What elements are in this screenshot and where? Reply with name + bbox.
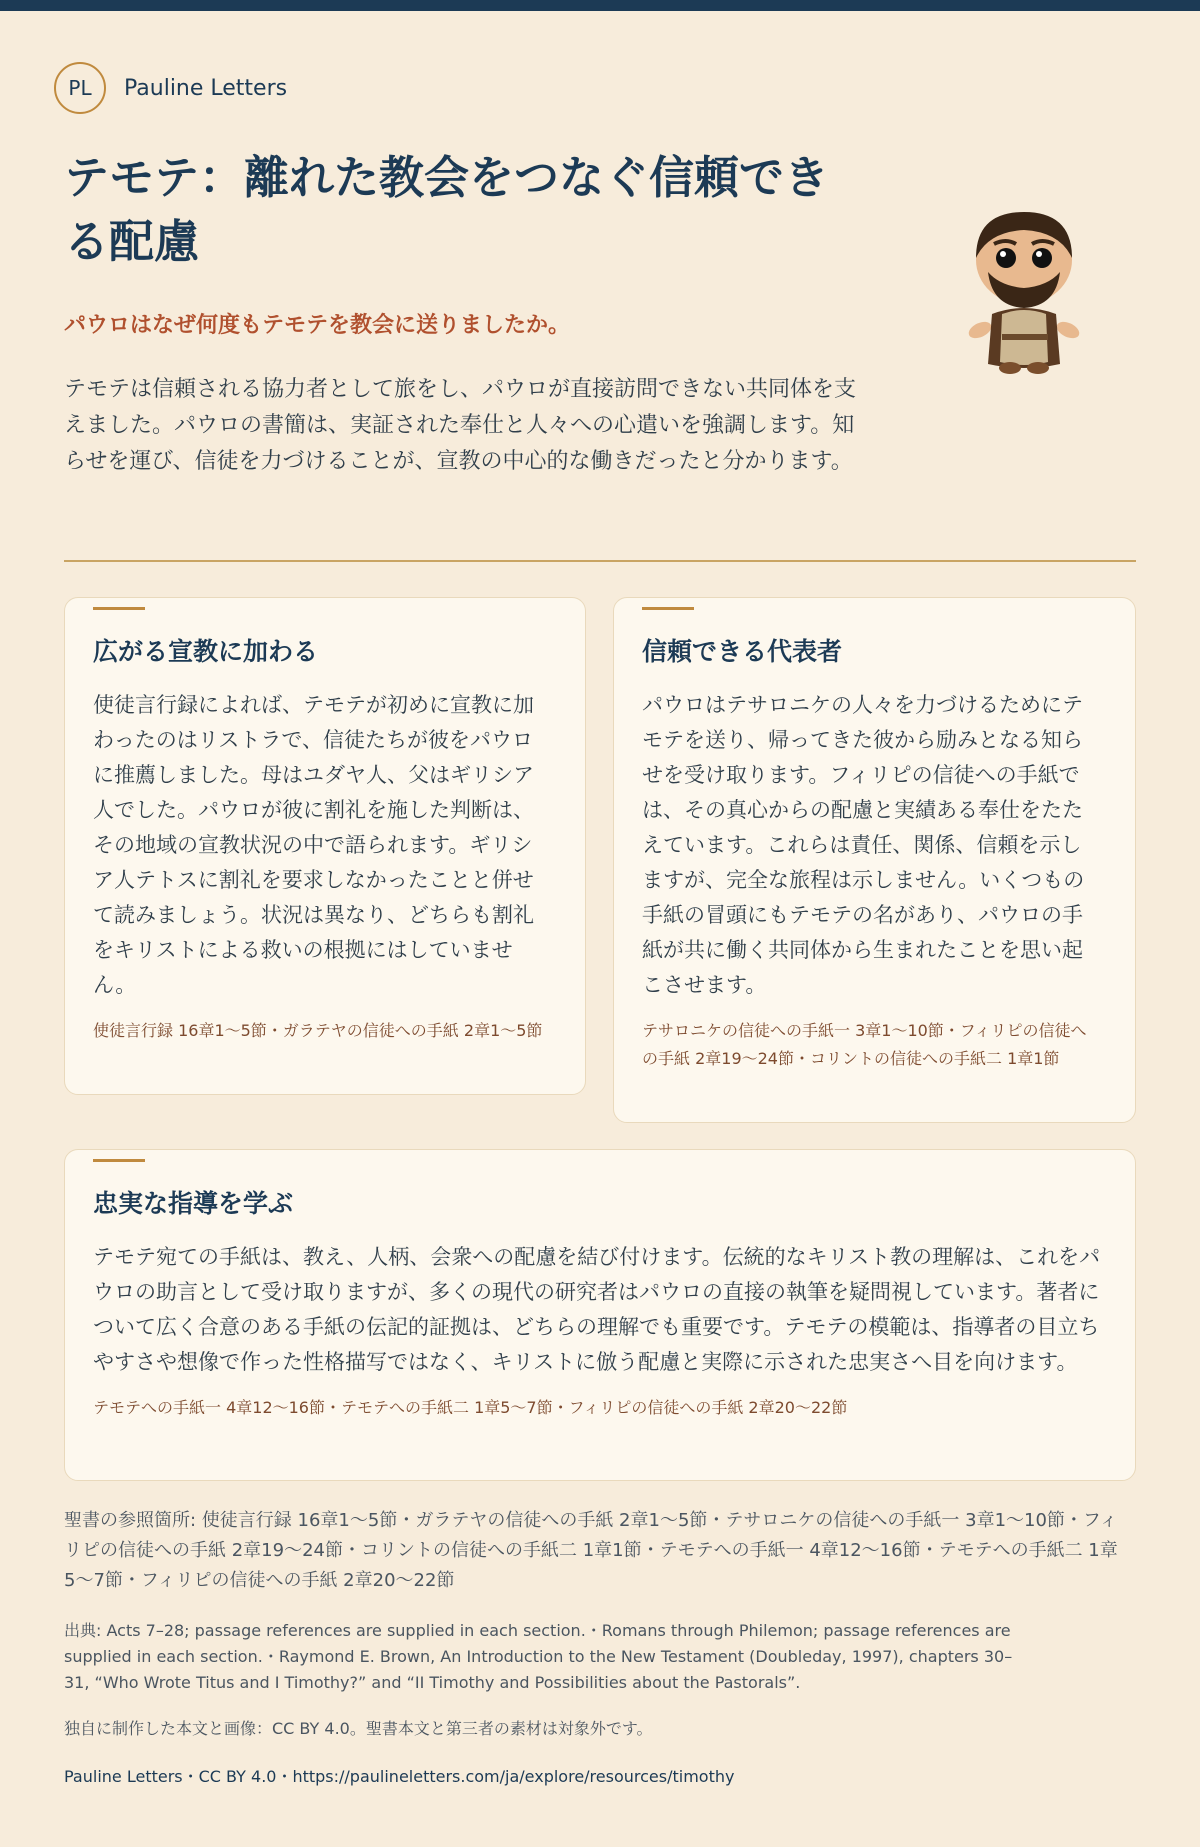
intro-paragraph: テモテは信頼される協力者として旅をし、パウロが直接訪問できない共同体を支えました。パウロの書簡は、実証された奉仕と人々への心遣いを強調します。知らせを運び、信徒を力づけることが、宣教の中心的な働きだったと分かります。 <box>64 377 857 474</box>
section-title: 忠実な指導を学ぶ <box>93 1189 294 1218</box>
top-accent-bar <box>0 0 1200 11</box>
brand-logo-badge: PL <box>54 62 106 114</box>
brand-name: Pauline Letters <box>124 75 288 101</box>
section-body: パウロはテサロニケの人々を力づけるためにテモテを送り、帰ってきた彼から励みとなる知らせを受け取ります。フィリピの信徒への手紙では、その真心からの配慮と実績ある奉仕をたたえています。これらは責任、関係、信頼を示しますが、完全な旅程は示しません。いくつもの手紙の冒頭にもテモテの名があり、パウロの手紙が共に働く共同体から生まれたことを思い起こさせます。 <box>642 693 1085 997</box>
section-card-leadership <box>64 1149 1136 1481</box>
timothy-figure-icon <box>962 202 1086 376</box>
license-notice: 独自に制作した本文と画像：CC BY 4.0。聖書本文と第三者の素材は対象外です。 <box>64 1719 653 1738</box>
card-accent-line <box>93 607 145 610</box>
card-accent-line <box>642 607 694 610</box>
section-title: 信頼できる代表者 <box>642 637 843 666</box>
section-body: テモテ宛ての手紙は、教え、人柄、会衆への配慮を結び付けます。伝統的なキリスト教の理解は、これをパウロの助言として受け取りますが、多くの現代の研究者はパウロの直接の執筆を疑問視しています。著者について広く合意のある手紙の伝記的証拠は、どちらの理解でも重要です。テモテの模範は、指導者の目立ちやすさや想像で作った性格描写ではなく、キリストに倣う配慮と実際に示された忠実さへ目を向けます。 <box>93 1245 1101 1374</box>
section-references: テサロニケの信徒への手紙一 3章1〜10節・フィリピの信徒への手紙 2章19〜24節・コリントの信徒への手紙二 1章1節 <box>642 1021 1087 1068</box>
brand[interactable] <box>54 62 287 114</box>
page-title: テモテ：離れた教会をつなぐ信頼できる配慮 <box>64 151 830 268</box>
sources-citation: 出典: Acts 7–28; passage references are supplied in each section.・Romans through Philemon; passage references are supplied in each section.・Raymond E. Brown, An Introduction to the New Testament (Doubleday, 1997), chapters 30–31, “Who Wrote Titus and I Timothy?” and “II Timothy and Possibilities about the Pastorals”. <box>64 1621 1013 1692</box>
section-card-representative <box>613 597 1136 1123</box>
card-accent-line <box>93 1159 145 1162</box>
section-references: テモテへの手紙一 4章12〜16節・テモテへの手紙二 1章5〜7節・フィリピの信徒への手紙 2章20〜22節 <box>93 1398 848 1417</box>
section-divider <box>64 560 1136 562</box>
section-references: 使徒言行録 16章1〜5節・ガラテヤの信徒への手紙 2章1〜5節 <box>93 1021 543 1040</box>
section-body: 使徒言行録によれば、テモテが初めに宣教に加わったのはリストラで、信徒たちが彼をパウロに推薦しました。母はユダヤ人、父はギリシア人でした。パウロが彼に割礼を施した判断は、その地域の宣教状況の中で語られます。ギリシア人テトスに割礼を要求しなかったことと併せて読みましょう。状況は異なり、どちらも割礼をキリストによる救いの根拠にはしていません。 <box>93 693 534 997</box>
scripture-references: 聖書の参照箇所: 使徒言行録 16章1〜5節・ガラテヤの信徒への手紙 2章1〜5節・テサロニケの信徒への手紙一 3章1〜10節・フィリピの信徒への手紙 2章19〜24節・コリントの信徒への手紙二 1章1節・テモテへの手紙一 4章12〜16節・テモテへの手紙二 1章5〜7節・フィリピの信徒への手紙 2章20〜22節 <box>64 1510 1118 1591</box>
site-footer-link[interactable]: Pauline Letters・CC BY 4.0・https://paulineletters.com/ja/explore/resources/timothy <box>64 1767 735 1786</box>
section-card-mission <box>64 597 586 1095</box>
section-title: 広がる宣教に加わる <box>93 637 319 666</box>
page-question: パウロはなぜ何度もテモテを教会に送りましたか。 <box>64 313 571 338</box>
